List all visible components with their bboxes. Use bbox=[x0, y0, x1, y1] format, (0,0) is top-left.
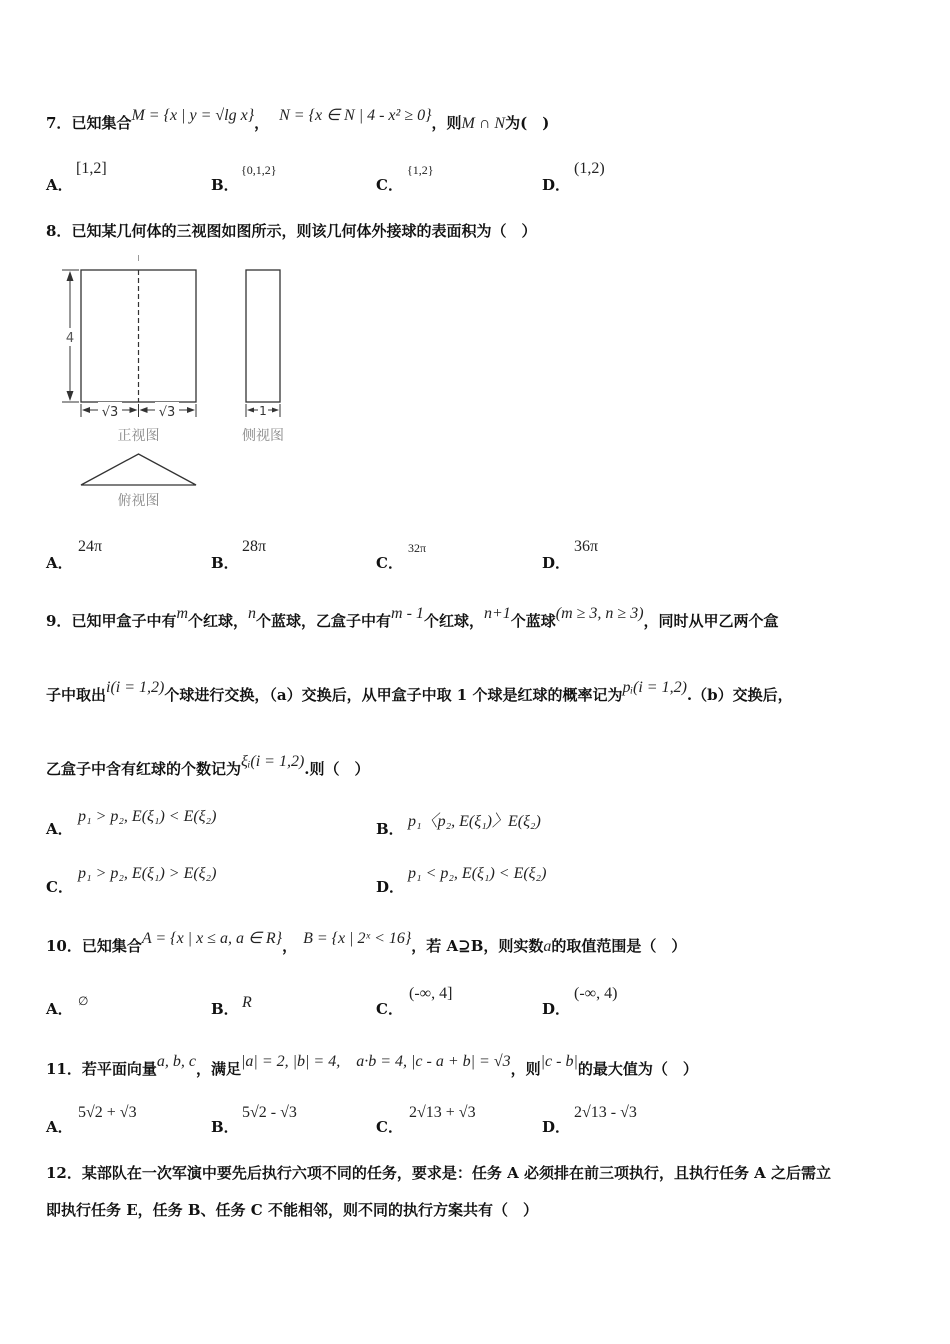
option-value: 28π bbox=[242, 538, 267, 555]
option-label: D． bbox=[542, 554, 571, 572]
set-b-expression: B = {x | 2ˣ < 16} bbox=[303, 930, 412, 947]
top-view-triangle bbox=[81, 454, 196, 485]
width-right-label: √3 bbox=[158, 405, 176, 420]
option-label: A． bbox=[46, 1000, 73, 1018]
side-view-rect bbox=[246, 270, 280, 402]
front-view-caption: 正视图 bbox=[117, 428, 160, 444]
option-value: p₁ > p₂, E(ξ₁) < E(ξ₂) bbox=[78, 808, 217, 825]
option-label: D． bbox=[542, 1000, 571, 1018]
intersection-expression: M ∩ N bbox=[461, 115, 506, 132]
question-12-line-2: 即执行任务 E，任务 B、任务 C 不能相邻，则不同的执行方案共有（ ） bbox=[46, 1201, 538, 1219]
set-a-expression: A = {x | x ≤ a, a ∈ R} bbox=[141, 930, 283, 947]
option-label: D． bbox=[376, 878, 405, 896]
question-12-line-1: 12．某部队在一次军演中要先后执行六项不同的任务，要求是：任务 A 必须排在前三项执行，且执行任务 A 之后需立 bbox=[46, 1164, 832, 1182]
option-label: B． bbox=[211, 1118, 239, 1136]
option-label: D． bbox=[542, 1118, 571, 1136]
option-value: 36π bbox=[574, 538, 599, 555]
option-label: C． bbox=[376, 554, 403, 572]
question-number: 12． bbox=[46, 1164, 82, 1182]
option-value: 2√13 + √3 bbox=[409, 1104, 476, 1121]
option-value: 32π bbox=[408, 541, 427, 555]
option-value: 2√13 - √3 bbox=[574, 1104, 637, 1121]
question-number: 11． bbox=[46, 1060, 82, 1078]
question-number: 7． bbox=[46, 114, 72, 132]
option-value: {0,1,2} bbox=[241, 163, 277, 177]
question-7: 7．已知集合M = {x | y = √lg x}， N = {x ∈ N | 4 - x² ≥ 0}，则M ∩ N为( ) bbox=[46, 107, 550, 132]
set-n-expression: N = {x ∈ N | 4 - x² ≥ 0} bbox=[279, 107, 432, 124]
question-number: 8． bbox=[46, 222, 72, 240]
option-value: (1,2) bbox=[574, 160, 605, 177]
option-value: 24π bbox=[78, 538, 103, 555]
width-left-label: √3 bbox=[101, 405, 119, 420]
question-number: 10． bbox=[46, 937, 82, 955]
option-value: (-∞, 4] bbox=[409, 985, 453, 1002]
question-10: 10．已知集合A = {x | x ≤ a, a ∈ R}， B = {x | 2ˣ < 16}，若 A⊇B，则实数a的取值范围是（ ） bbox=[46, 930, 687, 955]
question-11: 11．若平面向量a, b, c，满足|a| = 2, |b| = 4, a·b = 4, |c - a + b| = √3，则|c - b|的最大值为（ ） bbox=[46, 1053, 698, 1078]
option-value: [1,2] bbox=[76, 160, 107, 177]
option-label: A． bbox=[46, 554, 73, 572]
top-view-caption: 俯视图 bbox=[117, 493, 160, 509]
option-value: p₁ > p₂, E(ξ₁) > E(ξ₂) bbox=[78, 865, 217, 882]
question-9-line-3: 乙盒子中含有红球的个数记为ξᵢ(i = 1,2).则（ ） bbox=[46, 753, 370, 778]
side-width-label: 1 bbox=[259, 404, 267, 418]
question-9-line-2: 子中取出i(i = 1,2)个球进行交换，（a）交换后，从甲盒子中取 1 个球是红球的概率记为pᵢ(i = 1,2).（b）交换后， bbox=[46, 679, 793, 704]
option-label: D． bbox=[542, 176, 571, 194]
option-label: C． bbox=[376, 1000, 403, 1018]
question-8 bbox=[46, 220, 536, 241]
question-9-line-1: 9．已知甲盒子中有m个红球，n个蓝球，乙盒子中有m - 1个红球，n+1个蓝球(m ≥ 3, n ≥ 3)，同时从甲乙两个盒 bbox=[46, 605, 779, 630]
option-label: A． bbox=[46, 1118, 73, 1136]
option-value: R bbox=[242, 994, 252, 1011]
option-label: B． bbox=[211, 176, 239, 194]
option-label: C． bbox=[46, 878, 73, 896]
side-view-caption: 侧视图 bbox=[242, 428, 284, 444]
option-label: B． bbox=[211, 554, 239, 572]
option-label: A． bbox=[46, 820, 73, 838]
option-value: ∅ bbox=[78, 994, 89, 1008]
option-value: (-∞, 4) bbox=[574, 985, 618, 1002]
option-label: A． bbox=[46, 176, 73, 194]
option-label: C． bbox=[376, 176, 403, 194]
height-label: 4 bbox=[65, 331, 75, 346]
option-value: p₁ < p₂, E(ξ₁) < E(ξ₂) bbox=[408, 865, 547, 882]
vector-conditions: |a| = 2, |b| = 4, a·b = 4, |c - a + b| = √3 bbox=[241, 1053, 511, 1070]
option-value: p₁〈p₂, E(ξ₁)〉E(ξ₂) bbox=[408, 813, 541, 830]
option-value: 5√2 + √3 bbox=[78, 1104, 137, 1121]
three-view-figure bbox=[46, 255, 306, 520]
question-text: 已知某几何体的三视图如图所示，则该几何体外接球的表面积为（ ） bbox=[71, 222, 537, 240]
option-label: C． bbox=[376, 1118, 403, 1136]
question-number: 9． bbox=[46, 612, 72, 630]
option-value: 5√2 - √3 bbox=[242, 1104, 297, 1121]
option-value: {1,2} bbox=[407, 163, 434, 177]
condition-expression: (m ≥ 3, n ≥ 3) bbox=[555, 605, 644, 622]
option-label: B． bbox=[376, 820, 404, 838]
option-label: B． bbox=[211, 1000, 239, 1018]
three-view-drawing bbox=[46, 255, 306, 520]
set-m-expression: M = {x | y = √lg x} bbox=[131, 107, 255, 124]
